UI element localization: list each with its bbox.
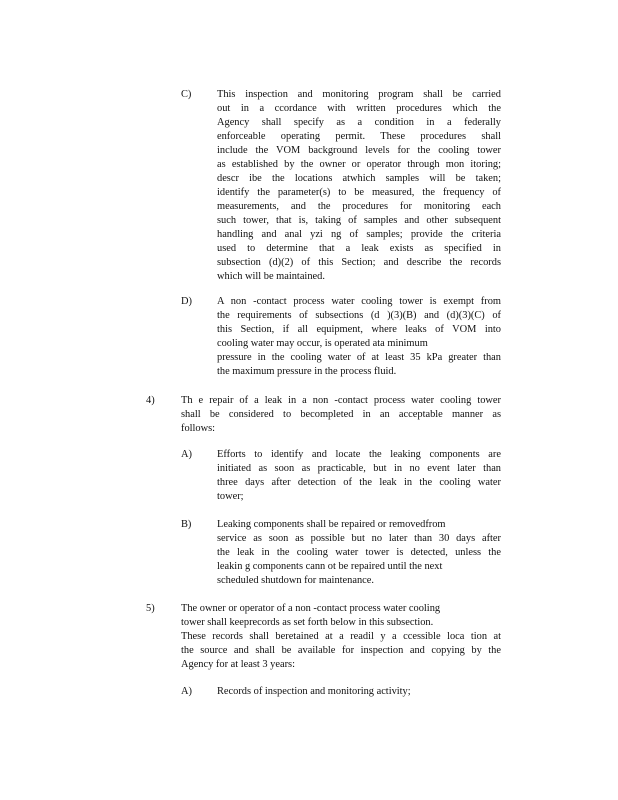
text-line: three days after detection of the leak in the cooling water	[217, 477, 501, 488]
paragraph-marker: 4)	[146, 395, 155, 406]
text-line: The owner or operator of a non -contact process water cooling	[181, 603, 441, 614]
text-line: such tower, that is, taking of samples and other subsequent	[217, 215, 501, 226]
text-line: subsection (d)(2) of this Section; and describe the records	[217, 257, 501, 268]
text-line: tower;	[217, 491, 244, 502]
text-line: Th e repair of a leak in a non -contact process water cooling tower	[181, 395, 501, 406]
text-line: initiated as soon as practicable, but in no event later than	[217, 463, 501, 474]
text-line: cooling water may occur, is operated ata minimum	[217, 338, 428, 349]
text-line: follows:	[181, 423, 216, 434]
paragraph-text	[217, 448, 501, 504]
paragraph-marker: A)	[181, 686, 192, 697]
text-line: enforceable operating permit. These procedures shall	[217, 131, 501, 142]
text-line: as established by the owner or operator through mon itoring;	[217, 159, 501, 170]
text-line: Agency for at least 3 years:	[181, 659, 295, 670]
text-line: Efforts to identify and locate the leaking components are	[217, 449, 501, 460]
text-line: leakin g components cann ot be repaired until the next	[217, 561, 443, 572]
paragraph-text	[181, 602, 501, 672]
text-line: out in a ccordance with written procedures which the	[217, 103, 501, 114]
text-line: tower shall keeprecords as set forth below in this subsection.	[181, 617, 434, 628]
text-line: the requirements of subsections (d )(3)(B) and (d)(3)(C) of	[217, 310, 501, 321]
paragraph-text	[217, 518, 501, 588]
paragraph-text	[217, 685, 501, 699]
text-line: This inspection and monitoring program shall be carried	[217, 89, 501, 100]
text-line: scheduled shutdown for maintenance.	[217, 575, 374, 586]
text-line: shall be considered to becompleted in an acceptable manner as	[181, 409, 501, 420]
text-line: the source and shall be available for inspection and copying by the	[181, 645, 501, 656]
paragraph-marker: A)	[181, 449, 192, 460]
text-line: identify the parameter(s) to be measured, the frequency of	[217, 187, 501, 198]
text-line: Records of inspection and monitoring activity;	[217, 686, 411, 697]
text-line: measurements, and the procedures for monitoring each	[217, 201, 501, 212]
paragraph-marker: 5)	[146, 603, 155, 614]
text-line: Leaking components shall be repaired or removedfrom	[217, 519, 446, 530]
text-line: A non -contact process water cooling tower is exempt from	[217, 296, 501, 307]
text-line: pressure in the cooling water of at least 35 kPa greater than	[217, 352, 501, 363]
paragraph-text	[217, 88, 501, 284]
text-line: the leak in the cooling water tower is detected, unless the	[217, 547, 501, 558]
text-line: These records shall beretained at a readil y a ccessible loca tion at	[181, 631, 501, 642]
text-line: descr ibe the locations atwhich samples will be taken;	[217, 173, 501, 184]
text-line: the maximum pressure in the process fluid.	[217, 366, 397, 377]
text-line: this Section, if all equipment, where leaks of VOM into	[217, 324, 501, 335]
text-line: used to determine that a leak exists as specified in	[217, 243, 501, 254]
paragraph-marker: B)	[181, 519, 192, 530]
paragraph-text	[217, 295, 501, 379]
paragraph-text	[181, 394, 501, 436]
text-line: include the VOM background levels for the cooling tower	[217, 145, 501, 156]
paragraph-marker: C)	[181, 89, 192, 100]
text-line: which will be maintained.	[217, 271, 325, 282]
paragraph-marker: D)	[181, 296, 192, 307]
text-line: Agency shall specify as a condition in a federally	[217, 117, 501, 128]
text-line: handling and anal yzi ng of samples; provide the criteria	[217, 229, 501, 240]
text-line: service as soon as possible but no later than 30 days after	[217, 533, 501, 544]
